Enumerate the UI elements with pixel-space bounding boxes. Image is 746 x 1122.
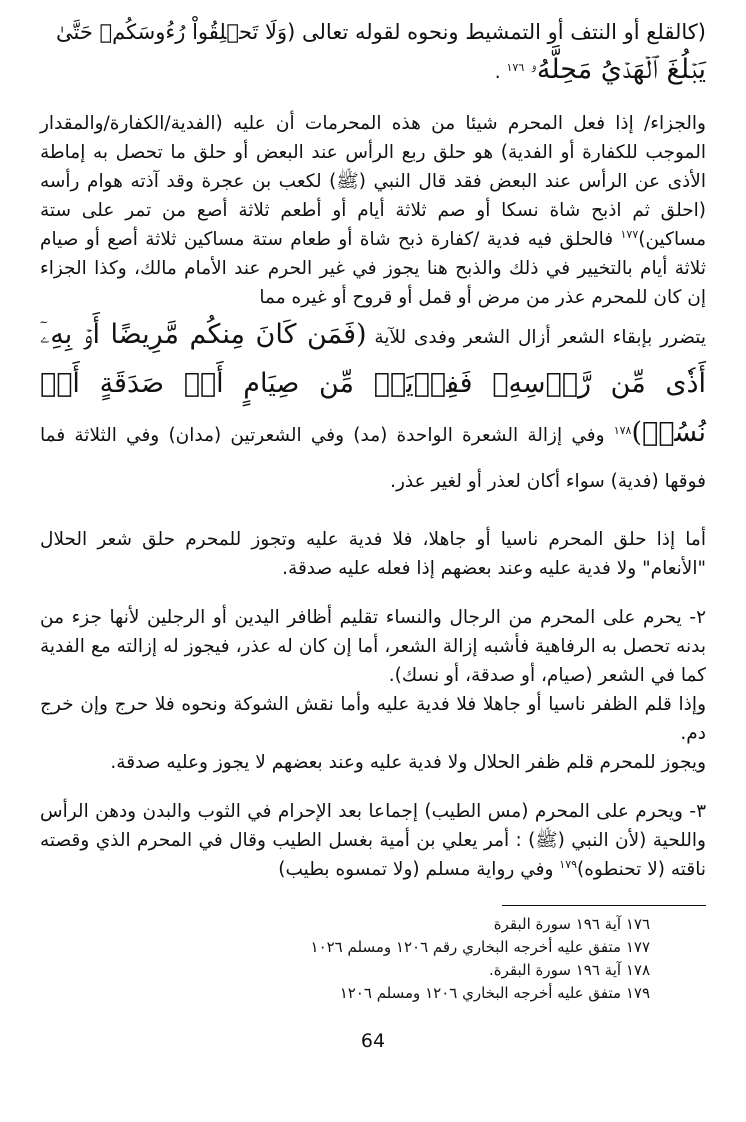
single-hair-text: وفي إزالة الشعرة الواحدة (مد) وفي الشعرتين (مدان) وفي الثلاثة فما فوقها (فدية) سواء أكان لعذر أو لغير عذر. bbox=[40, 425, 706, 492]
footnote-ref-179: ١٧٩ bbox=[559, 857, 578, 871]
footnote-ref-176: ١٧٦ bbox=[506, 60, 525, 74]
line-intro: (كالقلع أو النتف أو التمشيط ونحوه لقوله تعالى (وَلَا تَحۡلِقُواْ رُءُوسَكُمۡ حَتَّىٰ bbox=[56, 20, 706, 44]
penalty-text: والجزاء/ إذا فعل المحرم شيئا من هذه المحرمات أن عليه (الفدية/الكفارة/والمقدار الموجب للكفارة أو الفدية) هو حلق ربع الرأس عند البعض أو حلق ما تحصل به إماطة الأذى عن الرأس عند البعض فقد قال النبي (ﷺ) لكعب بن عجرة وقد آذته هوام رأسه (احلق ثم اذبح شاة نسكا أو صم ثلاثة أيام أو أطعم ثلاثة أصع من تمر على ستة مساكين) bbox=[40, 113, 706, 250]
verse-intro: يتضرر بإبقاء الشعر أزال الشعر وفدى للآية bbox=[366, 327, 707, 348]
verse-paragraph bbox=[40, 312, 706, 505]
quran-continuation bbox=[40, 48, 706, 95]
footnotes bbox=[311, 913, 650, 1005]
page-body bbox=[40, 18, 706, 884]
opening-paragraph bbox=[40, 18, 706, 48]
penalty-paragraph bbox=[40, 109, 706, 312]
page-number: 64 bbox=[360, 1030, 386, 1052]
quran-verse-2a: (فَمَن كَانَ مِنكُم مَّرِيضًا أَوۡ بِهِۦٓ bbox=[40, 319, 367, 350]
nails-forgetful-text: وإذا قلم الظفر ناسيا أو جاهلا فلا فدية عليه وأما نقش الشوكة ونحوه فلا حرج وإن خرج دم. bbox=[40, 694, 706, 744]
forgetful-shaving-text: أما إذا حلق المحرم ناسيا أو جاهلا، فلا فدية عليه وتجوز للمحرم حلق شعر الحلال "الأنعام" ولا فدية عليه وعند بعضهم إذا فعله عليه صدقة. bbox=[40, 529, 706, 579]
nails-halal-paragraph bbox=[40, 748, 706, 777]
forgetful-shaving-paragraph bbox=[40, 525, 706, 583]
footnote-176: ١٧٦ آية ١٩٦ سورة البقرة bbox=[493, 915, 650, 933]
period: . bbox=[494, 62, 501, 83]
footnote-ref-178: ١٧٨ bbox=[613, 423, 632, 437]
nails-halal-text: ويجوز للمحرم قلم ظفر الحلال ولا فدية عليه وعند بعضهم لا يجوز وعليه صدقة. bbox=[110, 752, 706, 773]
nails-text: ٢- يحرم على المحرم من الرجال والنساء تقليم أظافر اليدين أو الرجلين لأنها جزء من بدنه تحصل به الرفاهية فأشبه إزالة الشعر، أما إن كان له عذر، فيجوز له إزالته مع الفدية كما في الشعر (صيام، أو صدقة، أو نسك). bbox=[40, 607, 706, 686]
perfume-text-continued: وفي رواية مسلم (ولا تمسوه بطيب) bbox=[278, 859, 560, 880]
nails-paragraph bbox=[40, 603, 706, 690]
penalty-text-continued: فالحلق فيه فدية /كفارة ذبح شاة أو طعام ستة مساكين ثلاثة أصع أو صيام ثلاثة أيام بالتخيير في ذلك والذبح هنا يجوز في غير الحرم عند الأمام مالك، وكذا الجزاء إن كان للمحرم عذر من مرض أو قمل أو قروح أو غيره مما bbox=[40, 229, 706, 308]
footnote-177: ١٧٧ متفق عليه أخرجه البخاري رقم ١٢٠٦ ومسلم ١٠٢٦ bbox=[310, 938, 650, 956]
footnote-ref-177: ١٧٧ bbox=[620, 227, 639, 241]
perfume-text: ٣- ويحرم على المحرم (مس الطيب) إجماعا بعد الإحرام في الثوب والبدن ودهن الرأس واللحية (لأن النبي (ﷺ) : أمر يعلي بن أمية بغسل الطيب وقال في المحرم الذي وقصته ناقته (لا تحنطوه) bbox=[40, 801, 706, 880]
perfume-paragraph bbox=[40, 797, 706, 884]
nails-forgetful-paragraph bbox=[40, 690, 706, 748]
footnote-178: ١٧٨ آية ١٩٦ سورة البقرة. bbox=[489, 961, 650, 979]
quran-verse-1: يَبۡلُغَ ٱلۡهَدۡيُ مَحِلَّهُۥ bbox=[530, 54, 706, 85]
footnote-179: ١٧٩ متفق عليه أخرجه البخاري ١٢٠٦ ومسلم ١٢٠٦ bbox=[339, 984, 650, 1002]
quran-verse-2b: أَذٗى مِّن رَّأۡسِهِۦ فَفِدۡيَةٞ مِّن صِيَامٍ أَوۡ صَدَقَةٍ أَوۡ نُسُكٖ) bbox=[40, 368, 706, 448]
footnote-divider bbox=[502, 905, 706, 906]
